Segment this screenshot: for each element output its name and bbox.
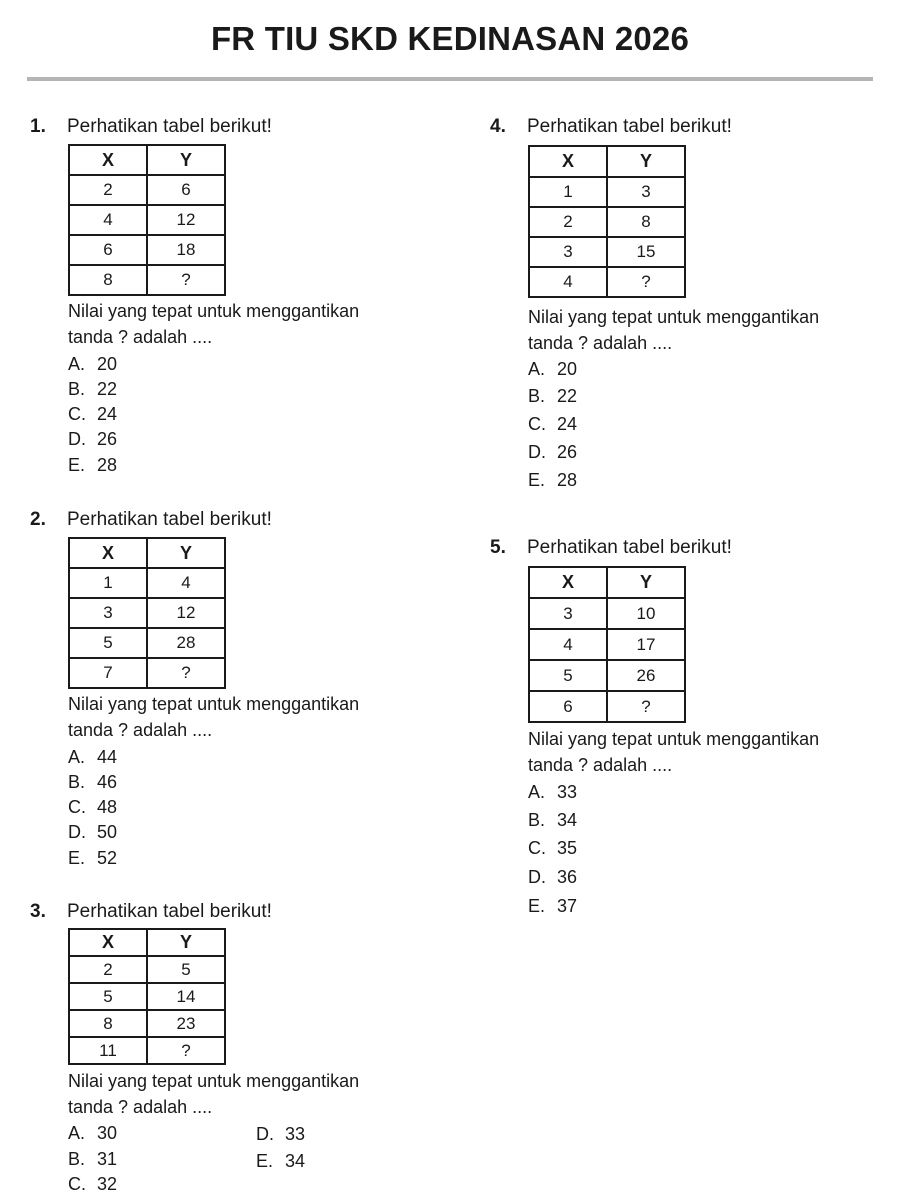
table-header-y: Y xyxy=(147,929,225,956)
table-header-y: Y xyxy=(607,567,685,598)
question-prompt: Perhatikan tabel berikut! xyxy=(527,537,732,558)
option-b[interactable]: B. 46 xyxy=(68,772,118,792)
table-cell: 3 xyxy=(69,598,147,628)
xy-table xyxy=(68,928,226,1065)
table-cell: ? xyxy=(147,1037,225,1064)
table-cell: 11 xyxy=(69,1037,147,1064)
table-cell: 8 xyxy=(69,1010,147,1037)
table-header-y: Y xyxy=(607,146,685,177)
question-ask: Nilai yang tepat untuk menggantikan tanda ? adalah .... xyxy=(68,1071,360,1117)
option-b[interactable]: B. 22 xyxy=(68,379,118,399)
question-prompt: Perhatikan tabel berikut! xyxy=(67,116,272,137)
table-cell: 1 xyxy=(529,177,607,207)
table-cell: 15 xyxy=(607,237,685,267)
option-c[interactable]: C. 24 xyxy=(528,414,578,434)
page-title: FR TIU SKD KEDINASAN 2026 xyxy=(210,20,690,57)
option-b[interactable]: B. 22 xyxy=(528,386,578,406)
question-number: 3. xyxy=(30,901,46,922)
option-d[interactable]: D. 26 xyxy=(528,442,578,462)
table-cell: 3 xyxy=(607,177,685,207)
option-d[interactable]: D. 33 xyxy=(256,1124,306,1144)
table-cell: 1 xyxy=(69,568,147,598)
xy-table xyxy=(68,144,226,296)
question-number: 2. xyxy=(30,509,46,530)
table-header-x: X xyxy=(529,146,607,177)
question-ask: Nilai yang tepat untuk menggantikan tanda ? adalah .... xyxy=(68,301,360,347)
table-cell: 2 xyxy=(529,207,607,237)
question-prompt: Perhatikan tabel berikut! xyxy=(527,116,732,137)
table-header-y: Y xyxy=(147,145,225,175)
table-header-x: X xyxy=(69,538,147,568)
xy-table xyxy=(528,145,686,298)
option-e[interactable]: E. 28 xyxy=(68,455,118,475)
question-number: 5. xyxy=(490,537,506,558)
question-ask: Nilai yang tepat untuk menggantikan tanda ? adalah .... xyxy=(68,694,360,740)
option-c[interactable]: C. 48 xyxy=(68,797,118,817)
table-cell: 8 xyxy=(69,265,147,295)
question-number: 4. xyxy=(490,116,506,137)
table-cell: 3 xyxy=(529,598,607,629)
option-d[interactable]: D. 50 xyxy=(68,822,118,842)
question-number: 1. xyxy=(30,116,46,137)
table-cell: 28 xyxy=(147,628,225,658)
table-cell: 5 xyxy=(147,956,225,983)
table-header-x: X xyxy=(69,929,147,956)
table-cell: 26 xyxy=(607,660,685,691)
table-cell: 2 xyxy=(69,175,147,205)
table-header-x: X xyxy=(529,567,607,598)
option-b[interactable]: B. 31 xyxy=(68,1149,118,1169)
table-header-y: Y xyxy=(147,538,225,568)
option-a[interactable]: A. 30 xyxy=(68,1123,118,1143)
table-cell: 10 xyxy=(607,598,685,629)
table-cell: 4 xyxy=(529,267,607,297)
table-cell: 6 xyxy=(69,235,147,265)
xy-table xyxy=(528,566,686,723)
xy-table xyxy=(68,537,226,689)
question-ask: Nilai yang tepat untuk menggantikan tanda ? adalah .... xyxy=(528,729,820,775)
question-2 xyxy=(30,509,430,879)
option-d[interactable]: D. 36 xyxy=(528,867,578,887)
option-b[interactable]: B. 34 xyxy=(528,810,578,830)
table-cell: 6 xyxy=(147,175,225,205)
table-cell: 23 xyxy=(147,1010,225,1037)
table-cell: 12 xyxy=(147,205,225,235)
option-c[interactable]: C. 35 xyxy=(528,838,578,858)
option-c[interactable]: C. 24 xyxy=(68,404,118,424)
table-cell: 12 xyxy=(147,598,225,628)
table-cell: 5 xyxy=(69,628,147,658)
question-5 xyxy=(490,537,890,927)
table-cell: 4 xyxy=(147,568,225,598)
table-cell: 17 xyxy=(607,629,685,660)
option-e[interactable]: E. 52 xyxy=(68,848,118,868)
option-e[interactable]: E. 37 xyxy=(528,896,578,916)
table-header-x: X xyxy=(69,145,147,175)
table-cell: ? xyxy=(147,658,225,688)
table-cell: ? xyxy=(607,267,685,297)
option-e[interactable]: E. 34 xyxy=(256,1151,306,1171)
table-cell: 6 xyxy=(529,691,607,722)
table-cell: 8 xyxy=(607,207,685,237)
table-cell: 4 xyxy=(529,629,607,660)
table-cell: 3 xyxy=(529,237,607,267)
table-cell: 5 xyxy=(529,660,607,691)
question-3 xyxy=(30,901,430,1196)
question-prompt: Perhatikan tabel berikut! xyxy=(67,901,272,922)
question-ask: Nilai yang tepat untuk menggantikan tanda ? adalah .... xyxy=(528,307,820,353)
table-cell: ? xyxy=(147,265,225,295)
option-d[interactable]: D. 26 xyxy=(68,429,118,449)
table-cell: 5 xyxy=(69,983,147,1010)
option-c[interactable]: C. 32 xyxy=(68,1174,118,1194)
option-a[interactable]: A. 33 xyxy=(528,782,578,802)
question-prompt: Perhatikan tabel berikut! xyxy=(67,509,272,530)
table-cell: 2 xyxy=(69,956,147,983)
option-a[interactable]: A. 20 xyxy=(528,359,578,379)
option-a[interactable]: A. 44 xyxy=(68,747,118,767)
option-a[interactable]: A. 20 xyxy=(68,354,118,374)
question-4 xyxy=(490,116,890,496)
table-cell: 14 xyxy=(147,983,225,1010)
option-e[interactable]: E. 28 xyxy=(528,470,578,490)
title-divider xyxy=(27,77,873,81)
table-cell: 4 xyxy=(69,205,147,235)
table-cell: 7 xyxy=(69,658,147,688)
table-cell: ? xyxy=(607,691,685,722)
question-1 xyxy=(30,116,430,486)
table-cell: 18 xyxy=(147,235,225,265)
